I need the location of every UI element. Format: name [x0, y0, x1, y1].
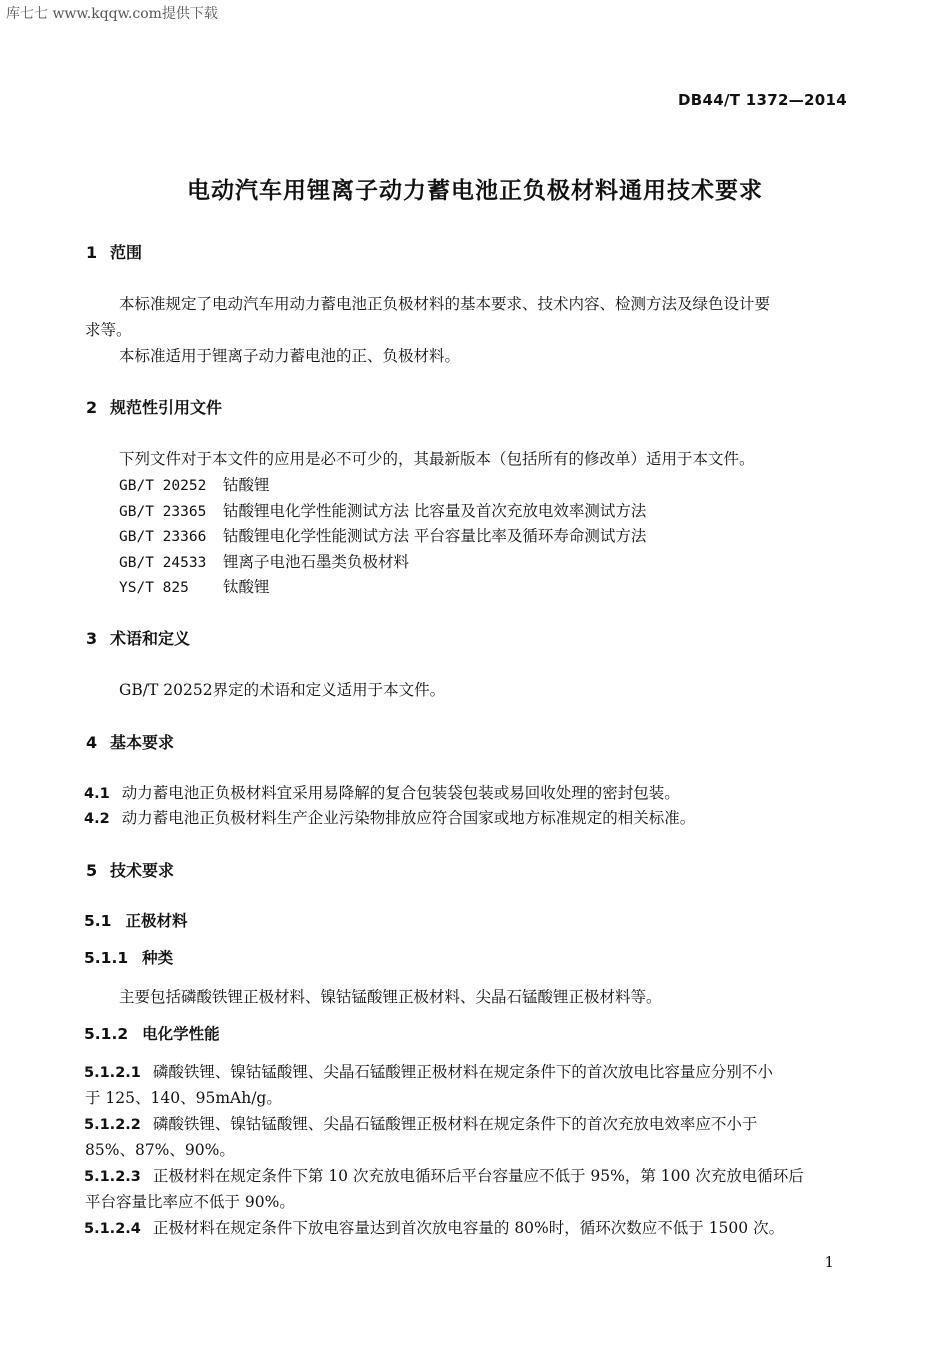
reference-name: 钴酸锂电化学性能测试方法 比容量及首次充放电效率测试方法 — [223, 502, 647, 520]
section-title: 规范性引用文件 — [110, 398, 223, 417]
page-title: 电动汽车用锂离子动力蓄电池正负极材料通用技术要求 — [187, 178, 763, 204]
clause-number: 5.1.2.4 — [84, 1221, 141, 1237]
reference-item — [119, 524, 646, 546]
subsection-5-1-heading — [84, 909, 187, 931]
clause-text: 磷酸铁锂、镍钴锰酸锂、尖晶石锰酸锂正极材料在规定条件下的首次放电比容量应分别不小 — [152, 1063, 773, 1081]
document-code: DB44/T 1372—2014 — [678, 91, 847, 109]
clause-4-1 — [84, 781, 680, 803]
subsection-title: 正极材料 — [125, 912, 188, 930]
section-title: 技术要求 — [110, 861, 175, 880]
subsection-number: 5.1 — [84, 912, 112, 930]
clause-5-1-2-3 — [84, 1164, 804, 1186]
paragraph: 本标准规定了电动汽车用动力蓄电池正负极材料的基本要求、技术内容、检测方法及绿色设计要 — [119, 295, 771, 313]
paragraph: GB/T 20252界定的术语和定义适用于本文件。 — [119, 681, 446, 699]
subsection-number: 5.1.2 — [84, 1025, 129, 1043]
section-4-heading — [86, 730, 174, 753]
section-number: 3 — [86, 629, 98, 648]
clause-5-1-2-1 — [84, 1060, 773, 1082]
section-2-heading — [86, 395, 222, 418]
section-3-heading — [86, 626, 190, 649]
clause-continuation: 于 125、140、95mAh/g。 — [85, 1089, 282, 1107]
subsection-title: 电化学性能 — [142, 1025, 220, 1043]
section-title: 术语和定义 — [110, 629, 191, 648]
paragraph: 求等。 — [85, 321, 132, 339]
reference-name: 锂离子电池石墨类负极材料 — [223, 553, 410, 571]
clause-text: 动力蓄电池正负极材料生产企业污染物排放应符合国家或地方标准规定的相关标准。 — [121, 809, 696, 827]
subsection-number: 5.1.1 — [84, 949, 129, 967]
clause-text: 正极材料在规定条件下第 10 次充放电循环后平台容量应不低于 95%，第 100 次充放电循环后 — [152, 1167, 804, 1185]
clause-number: 5.1.2.1 — [84, 1065, 141, 1081]
clause-number: 4.1 — [84, 786, 110, 802]
clause-continuation: 平台容量比率应不低于 90%。 — [85, 1193, 295, 1211]
clause-number: 5.1.2.3 — [84, 1169, 141, 1185]
section-number: 4 — [86, 733, 98, 752]
section-number: 2 — [86, 398, 98, 417]
reference-item — [119, 550, 409, 572]
clause-4-2 — [84, 806, 695, 828]
reference-code: GB/T 23365 — [119, 504, 207, 520]
reference-item — [119, 499, 646, 521]
clause-5-1-2-4 — [84, 1216, 784, 1238]
reference-item — [119, 575, 270, 597]
reference-item — [119, 473, 270, 495]
section-number: 1 — [86, 243, 98, 262]
paragraph: 本标准适用于锂离子动力蓄电池的正、负极材料。 — [119, 347, 461, 365]
page-number: 1 — [824, 1253, 834, 1271]
subsection-5-1-2-heading — [84, 1022, 220, 1044]
clause-text: 磷酸铁锂、镍钴锰酸锂、尖晶石锰酸锂正极材料在规定条件下的首次充放电效率应不小于 — [152, 1115, 758, 1133]
section-1-heading — [86, 240, 142, 263]
clause-text: 正极材料在规定条件下放电容量达到首次放电容量的 80%时，循环次数应不低于 1500 次。 — [152, 1219, 785, 1237]
reference-code: YS/T 825 — [119, 580, 189, 596]
paragraph: 主要包括磷酸铁锂正极材料、镍钴锰酸锂正极材料、尖晶石锰酸锂正极材料等。 — [119, 988, 662, 1006]
subsection-title: 种类 — [142, 949, 174, 967]
watermark: 库七七 www.kqqw.com提供下载 — [6, 6, 218, 22]
reference-name: 钴酸锂 — [223, 476, 270, 494]
reference-code: GB/T 24533 — [119, 555, 207, 571]
section-title: 范围 — [110, 243, 143, 262]
subsection-5-1-1-heading — [84, 946, 173, 968]
paragraph: 下列文件对于本文件的应用是必不可少的，其最新版本（包括所有的修改单）适用于本文件。 — [119, 450, 755, 468]
reference-code: GB/T 23366 — [119, 529, 207, 545]
clause-5-1-2-2 — [84, 1112, 757, 1134]
reference-name: 钛酸锂 — [223, 578, 270, 596]
reference-name: 钴酸锂电化学性能测试方法 平台容量比率及循环寿命测试方法 — [223, 527, 647, 545]
clause-text: 动力蓄电池正负极材料宜采用易降解的复合包装袋包装或易回收处理的密封包装。 — [121, 784, 680, 802]
clause-number: 5.1.2.2 — [84, 1117, 141, 1133]
section-5-heading — [86, 858, 174, 881]
reference-code: GB/T 20252 — [119, 478, 207, 494]
section-title: 基本要求 — [110, 733, 175, 752]
clause-continuation: 85%、87%、90%。 — [85, 1141, 235, 1159]
clause-number: 4.2 — [84, 811, 110, 827]
section-number: 5 — [86, 861, 98, 880]
